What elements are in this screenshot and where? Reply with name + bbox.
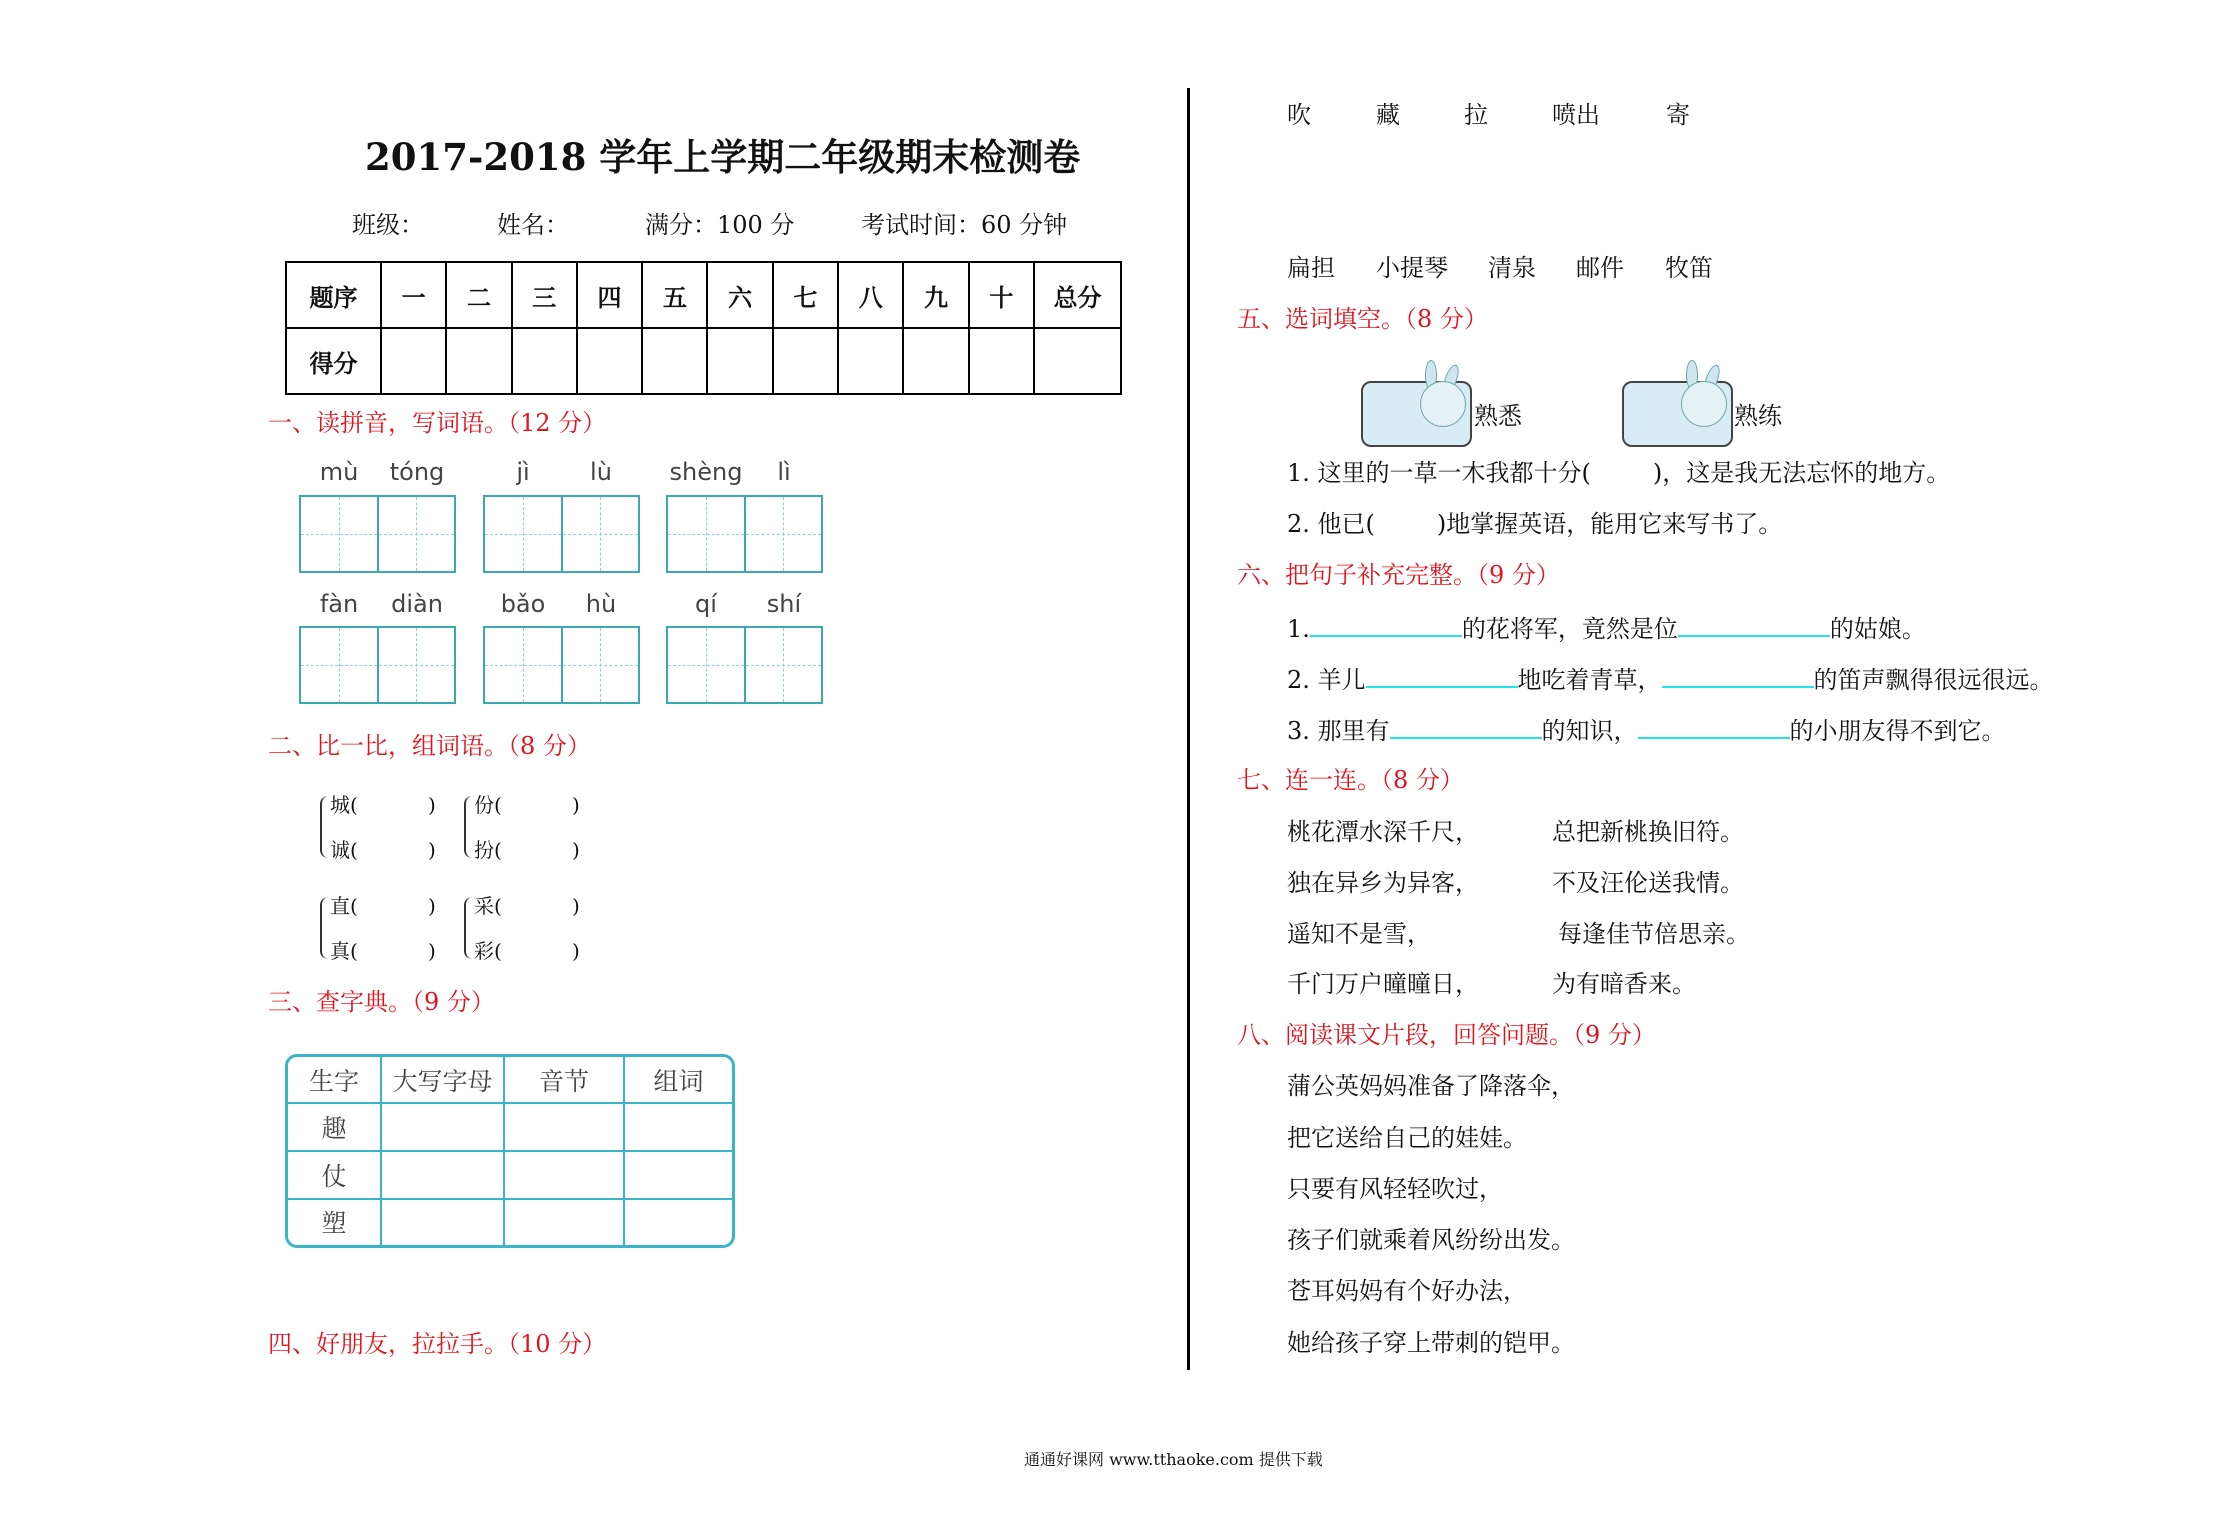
writing-grid[interactable] bbox=[483, 626, 640, 704]
pinyin: shèng bbox=[669, 458, 743, 486]
dict-char: 塑 bbox=[288, 1199, 381, 1245]
writing-grid[interactable] bbox=[666, 626, 823, 704]
score-cell: 三 bbox=[512, 262, 577, 328]
score-cell: 七 bbox=[773, 262, 838, 328]
score-blank[interactable] bbox=[1034, 328, 1121, 394]
section-2-heading: 二、比一比，组词语。（8 分） bbox=[268, 732, 591, 760]
poem-right[interactable]: 总把新桃换旧符。 bbox=[1552, 818, 1744, 846]
rabbit-icon bbox=[1420, 381, 1466, 427]
poem-left[interactable]: 桃花潭水深千尺， bbox=[1287, 818, 1479, 846]
answer-blank[interactable] bbox=[1310, 613, 1462, 637]
score-blank[interactable] bbox=[446, 328, 511, 394]
close-paren: ) bbox=[428, 939, 436, 963]
score-table bbox=[285, 261, 1122, 395]
pinyin: bǎo bbox=[500, 590, 546, 618]
answer-blank[interactable] bbox=[1390, 715, 1542, 739]
question-text: )地掌握英语，能用它来写书了。 bbox=[1436, 510, 1783, 538]
dict-blank[interactable] bbox=[381, 1103, 504, 1151]
exam-time: 考试时间：60 分钟 bbox=[861, 211, 1068, 239]
score-cell: 四 bbox=[577, 262, 642, 328]
score-blank[interactable] bbox=[381, 328, 446, 394]
answer-blank[interactable] bbox=[1662, 664, 1814, 688]
score-row-label: 得分 bbox=[286, 328, 381, 394]
sentence-text: 的小朋友得不到它。 bbox=[1789, 717, 2006, 745]
question-text: 1. 这里的一草一木我都十分( bbox=[1287, 459, 1591, 487]
score-cell: 八 bbox=[838, 262, 903, 328]
rabbit-icon bbox=[1681, 381, 1727, 427]
dict-blank[interactable] bbox=[504, 1151, 624, 1199]
sentence-text: 1. bbox=[1287, 615, 1310, 643]
pair-char: 直( bbox=[330, 894, 358, 918]
passage-line: 孩子们就乘着风纷纷出发。 bbox=[1287, 1226, 1575, 1254]
dict-blank[interactable] bbox=[504, 1199, 624, 1245]
score-cell: 二 bbox=[446, 262, 511, 328]
pair-char: 彩( bbox=[474, 939, 502, 963]
section-1-heading: 一、读拼音，写词语。（12 分） bbox=[268, 409, 607, 437]
pinyin: fàn bbox=[319, 590, 359, 618]
section-5-heading: 五、选词填空。（8 分） bbox=[1237, 305, 1488, 333]
dict-char: 仗 bbox=[288, 1151, 381, 1199]
dictionary-table bbox=[285, 1054, 735, 1248]
passage-line: 把它送给自己的娃娃。 bbox=[1287, 1124, 1527, 1152]
close-paren: ) bbox=[572, 894, 580, 918]
option-word: 熟悉 bbox=[1474, 402, 1522, 430]
score-table-header-row bbox=[286, 262, 1121, 328]
dict-blank[interactable] bbox=[381, 1151, 504, 1199]
fill-question-2 bbox=[1287, 510, 1782, 538]
section-8-heading: 八、阅读课文片段，回答问题。（9 分） bbox=[1237, 1021, 1656, 1049]
pinyin: qí bbox=[695, 590, 717, 618]
match-word: 小提琴 bbox=[1376, 254, 1448, 282]
close-paren: ) bbox=[572, 838, 580, 862]
question-text: )，这是我无法忘怀的地方。 bbox=[1652, 459, 1951, 487]
fill-question-1 bbox=[1287, 459, 1950, 487]
score-cell: 五 bbox=[642, 262, 707, 328]
pair-char: 采( bbox=[474, 894, 502, 918]
match-word: 清泉 bbox=[1488, 254, 1536, 282]
score-cell: 九 bbox=[903, 262, 968, 328]
sentence-3 bbox=[1287, 715, 2006, 745]
match-word: 拉 bbox=[1464, 101, 1488, 129]
pinyin: lù bbox=[590, 458, 612, 486]
passage-line: 苍耳妈妈有个好办法， bbox=[1287, 1277, 1527, 1305]
name-label: 姓名： bbox=[497, 211, 569, 239]
pinyin: tóng bbox=[389, 458, 445, 486]
sentence-text: 的花将军，竟然是位 bbox=[1461, 615, 1678, 643]
poem-left[interactable]: 独在异乡为异客， bbox=[1287, 869, 1479, 897]
pinyin: jì bbox=[516, 458, 530, 486]
page-title: 2017-2018 学年上学期二年级期末检测卷 bbox=[365, 135, 1081, 179]
close-paren: ) bbox=[572, 939, 580, 963]
question-text: 2. 他已( bbox=[1287, 510, 1375, 538]
pinyin: shí bbox=[766, 590, 802, 618]
close-paren: ) bbox=[428, 838, 436, 862]
dict-blank[interactable] bbox=[624, 1151, 732, 1199]
writing-grid[interactable] bbox=[483, 495, 640, 573]
pinyin: mù bbox=[319, 458, 359, 486]
score-cell: 一 bbox=[381, 262, 446, 328]
answer-blank[interactable] bbox=[1638, 715, 1790, 739]
pair-char: 真( bbox=[330, 939, 358, 963]
match-word: 扁担 bbox=[1287, 254, 1335, 282]
footer-credit: 通通好课网 www.tthaoke.com 提供下载 bbox=[1024, 1450, 1323, 1469]
match-word: 寄 bbox=[1666, 101, 1690, 129]
option-word: 熟练 bbox=[1734, 402, 1782, 430]
score-blank[interactable] bbox=[838, 328, 903, 394]
passage-line: 蒲公英妈妈准备了降落伞， bbox=[1287, 1072, 1575, 1100]
close-paren: ) bbox=[428, 894, 436, 918]
poem-left[interactable]: 遥知不是雪， bbox=[1287, 920, 1431, 948]
score-cell: 总分 bbox=[1034, 262, 1121, 328]
match-word: 牧笛 bbox=[1665, 254, 1713, 282]
score-table-score-row bbox=[286, 328, 1121, 394]
section-3-heading: 三、查字典。（9 分） bbox=[268, 988, 495, 1016]
writing-grid[interactable] bbox=[666, 495, 823, 573]
writing-grid[interactable] bbox=[299, 495, 456, 573]
dict-char: 趣 bbox=[288, 1103, 381, 1151]
poem-right[interactable]: 不及汪伦送我情。 bbox=[1552, 869, 1744, 897]
score-cell: 十 bbox=[969, 262, 1034, 328]
passage-line: 只要有风轻轻吹过， bbox=[1287, 1175, 1503, 1203]
score-blank[interactable] bbox=[642, 328, 707, 394]
match-word: 邮件 bbox=[1576, 254, 1624, 282]
answer-blank[interactable] bbox=[1678, 613, 1830, 637]
pair-char: 城( bbox=[330, 793, 358, 817]
class-label: 班级： bbox=[352, 211, 424, 239]
section-7-heading: 七、连一连。（8 分） bbox=[1237, 766, 1464, 794]
score-cell: 题序 bbox=[286, 262, 381, 328]
dict-header: 大写字母 bbox=[381, 1057, 504, 1103]
dict-header: 生字 bbox=[288, 1057, 381, 1103]
answer-blank[interactable] bbox=[1366, 664, 1518, 688]
score-blank[interactable] bbox=[512, 328, 577, 394]
poem-right[interactable]: 每逢佳节倍思亲。 bbox=[1558, 920, 1750, 948]
match-word: 吹 bbox=[1287, 101, 1311, 129]
dict-blank[interactable] bbox=[624, 1199, 732, 1245]
pinyin: hù bbox=[585, 590, 617, 618]
dict-header: 音节 bbox=[504, 1057, 624, 1103]
sentence-1 bbox=[1287, 613, 1926, 643]
column-divider bbox=[1187, 88, 1190, 1370]
score-blank[interactable] bbox=[577, 328, 642, 394]
match-word: 藏 bbox=[1376, 101, 1400, 129]
writing-grid[interactable] bbox=[299, 626, 456, 704]
sentence-text: 的姑娘。 bbox=[1829, 615, 1926, 643]
sentence-text: 2. 羊儿 bbox=[1287, 666, 1366, 694]
sentence-text: 的知识， bbox=[1541, 717, 1638, 745]
dict-blank[interactable] bbox=[624, 1103, 732, 1151]
passage-line: 她给孩子穿上带刺的铠甲。 bbox=[1287, 1329, 1575, 1357]
section-4-heading: 四、好朋友，拉拉手。（10 分） bbox=[268, 1330, 607, 1358]
poem-left[interactable]: 千门万户曈曈日， bbox=[1287, 970, 1479, 998]
pinyin: lì bbox=[777, 458, 791, 486]
match-word: 喷出 bbox=[1552, 101, 1600, 129]
sentence-2 bbox=[1287, 664, 2054, 694]
sentence-text: 地吃着青草， bbox=[1517, 666, 1662, 694]
dict-blank[interactable] bbox=[504, 1103, 624, 1151]
full-score: 满分：100 分 bbox=[645, 211, 795, 239]
score-blank[interactable] bbox=[903, 328, 968, 394]
pair-char: 诚( bbox=[330, 838, 358, 862]
score-blank[interactable] bbox=[707, 328, 772, 394]
score-cell: 六 bbox=[707, 262, 772, 328]
sentence-text: 的笛声飘得很远很远。 bbox=[1813, 666, 2054, 694]
pair-char: 扮( bbox=[474, 838, 502, 862]
sentence-text: 3. 那里有 bbox=[1287, 717, 1390, 745]
pinyin: diàn bbox=[391, 590, 443, 618]
score-blank[interactable] bbox=[969, 328, 1034, 394]
close-paren: ) bbox=[428, 793, 436, 817]
dict-header: 组词 bbox=[624, 1057, 732, 1103]
score-blank[interactable] bbox=[773, 328, 838, 394]
poem-right[interactable]: 为有暗香来。 bbox=[1552, 970, 1696, 998]
close-paren: ) bbox=[572, 793, 580, 817]
pair-char: 份( bbox=[474, 793, 502, 817]
dict-blank[interactable] bbox=[381, 1199, 504, 1245]
section-6-heading: 六、把句子补充完整。（9 分） bbox=[1237, 561, 1560, 589]
